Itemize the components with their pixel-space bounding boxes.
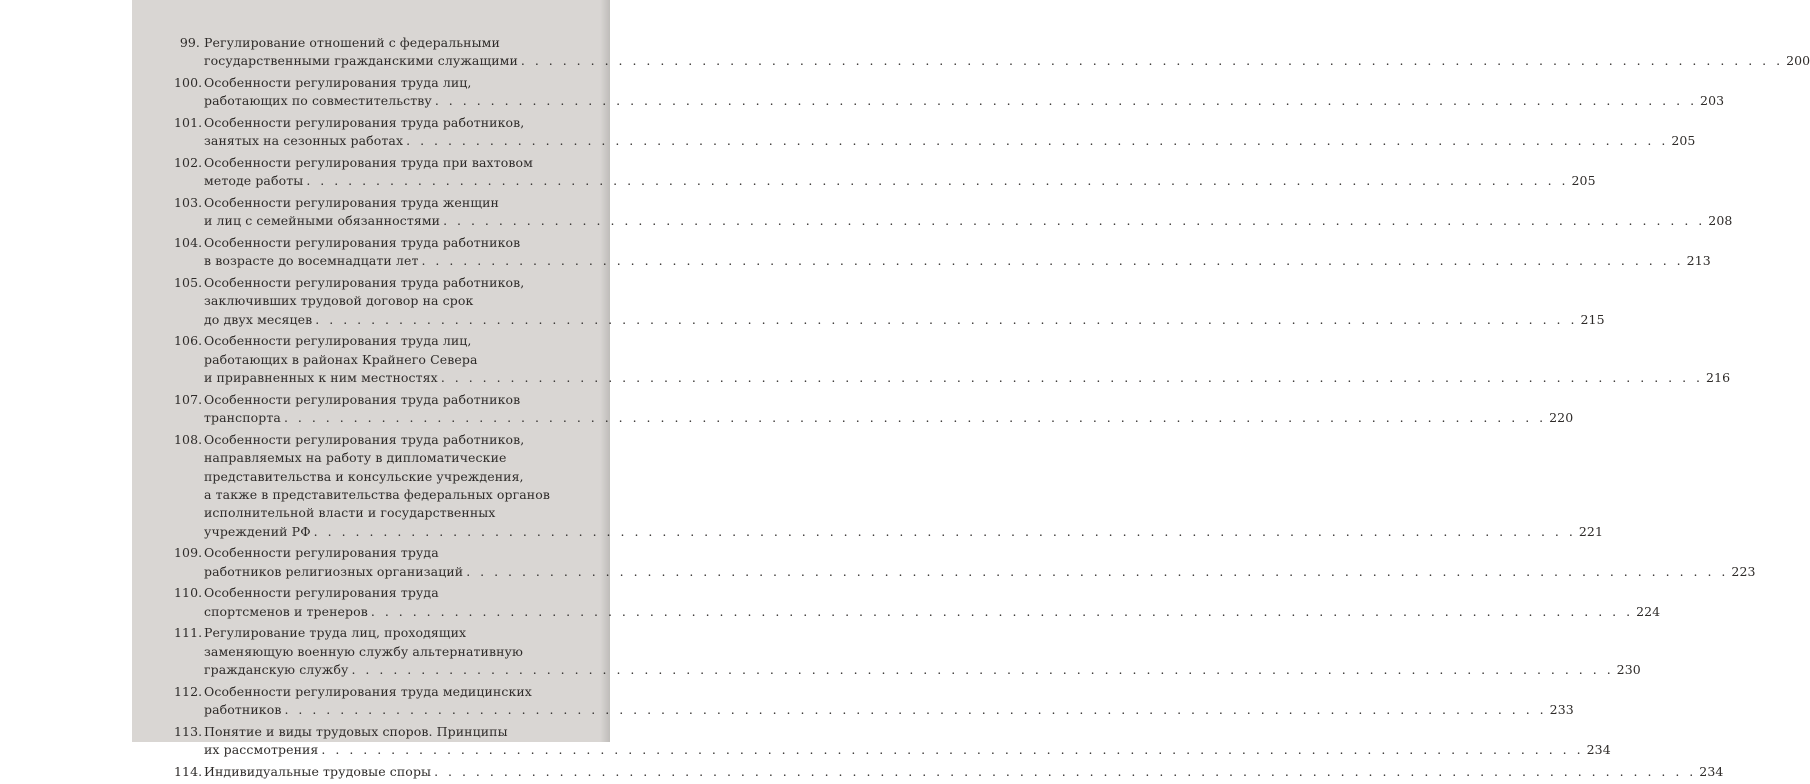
- toc-entry-page-number: 233: [1549, 702, 1574, 718]
- toc-entry-title-line: в возрасте до восемнадцати лет: [204, 253, 419, 269]
- toc-entry-number: 113.: [174, 723, 203, 739]
- dot-leader: [435, 92, 1697, 110]
- toc-entry-title-line: Индивидуальные трудовые споры: [204, 763, 432, 779]
- toc-entry-title-line: их рассмотрения: [204, 742, 319, 758]
- toc-entry-last-line: [204, 172, 1596, 190]
- toc-entry-page-number: 234: [1699, 763, 1724, 779]
- toc-entry-number: 101.: [174, 115, 203, 130]
- toc-entry-title-line: работников: [204, 702, 282, 718]
- toc-entry-number: 108.: [174, 431, 203, 447]
- toc-entry-title-line: государственными гражданскими служащими: [204, 53, 518, 69]
- dot-leader: [306, 172, 1568, 190]
- toc-entry-number: 106.: [174, 333, 203, 349]
- toc-entry-title-line: Регулирование отношений с федеральными: [204, 35, 500, 50]
- toc-entry-title-line: направляемых на работу в дипломатические: [204, 450, 507, 466]
- toc-entry-last-line: [204, 701, 1574, 719]
- toc-entry-page-number: 223: [1731, 563, 1756, 579]
- toc-entry-title-line: спортсменов и тренеров: [204, 603, 368, 619]
- toc-entry-page-number: 203: [1700, 93, 1725, 109]
- dot-leader: [466, 563, 1728, 581]
- toc-entry-last-line: [204, 763, 1724, 781]
- dot-leader: [421, 252, 1683, 270]
- dot-leader: [441, 369, 1703, 387]
- table-of-contents: [174, 34, 1810, 784]
- dot-leader: [351, 661, 1613, 679]
- toc-entry-last-line: [204, 52, 1810, 70]
- toc-entry: [179, 34, 1810, 71]
- toc-entry: [174, 74, 1725, 111]
- toc-entry-title-line: работающих по совместительству: [204, 93, 432, 109]
- toc-entry-title-line: Особенности регулирования труда работников: [204, 235, 521, 250]
- toc-entry-last-line: [204, 523, 1604, 541]
- toc-entry-page-number: 215: [1580, 311, 1605, 327]
- toc-entry-number: 112.: [174, 683, 203, 699]
- toc-entry-title-line: заключивших трудовой договор на срок: [204, 293, 474, 309]
- dot-leader: [406, 132, 1668, 150]
- toc-entry-page-number: 220: [1549, 410, 1574, 426]
- toc-entry-title-line: а также в представительства федеральных органов: [204, 487, 550, 503]
- toc-entry-number: 111.: [174, 625, 203, 641]
- toc-entry-last-line: [204, 563, 1756, 581]
- toc-entry: [174, 544, 1756, 581]
- dot-leader: [434, 763, 1696, 781]
- toc-entry-page-number: 230: [1616, 662, 1641, 678]
- toc-entry-title-line: Понятие и виды трудовых споров. Принципы: [204, 723, 508, 739]
- dot-leader: [284, 409, 1546, 427]
- toc-entry-page-number: 234: [1586, 742, 1611, 758]
- toc-entry-page-number: 205: [1671, 133, 1696, 149]
- toc-entry-title-line: работников религиозных организаций: [204, 563, 464, 579]
- toc-entry-page-number: 200: [1786, 53, 1810, 69]
- toc-entry-title-line: Особенности регулирования труда при вахтовом: [204, 155, 533, 170]
- toc-entry-page-number: 213: [1686, 253, 1711, 269]
- toc-entry: [174, 431, 1604, 541]
- toc-entry: [174, 154, 1596, 191]
- toc-entry-title-line: Особенности регулирования труда: [204, 545, 439, 561]
- toc-entry-title-line: и лиц с семейными обязанностями: [204, 213, 441, 229]
- toc-entry-last-line: [204, 661, 1641, 679]
- toc-entry: [174, 234, 1711, 271]
- toc-entry-page-number: 224: [1636, 603, 1661, 619]
- dot-leader: [371, 603, 1633, 621]
- toc-entry-number: 104.: [174, 235, 203, 250]
- dot-leader: [443, 212, 1705, 230]
- toc-entry-last-line: [204, 92, 1725, 110]
- toc-entry-title-line: транспорта: [204, 410, 281, 426]
- dot-leader: [284, 701, 1546, 719]
- toc-entry-last-line: [204, 132, 1696, 150]
- toc-entry-last-line: [204, 212, 1733, 230]
- toc-entry-title-line: учреждений РФ: [204, 523, 311, 539]
- dot-leader: [521, 52, 1783, 70]
- toc-entry-number: 109.: [174, 545, 203, 561]
- dot-leader: [314, 523, 1576, 541]
- toc-entry: [174, 683, 1574, 720]
- toc-entry-number: 102.: [174, 155, 203, 170]
- toc-entry-number: 99.: [179, 35, 200, 50]
- toc-entry-number: 103.: [174, 195, 203, 210]
- toc-entry-page-number: 205: [1571, 173, 1596, 189]
- toc-entry-title-line: Особенности регулирования труда работников,: [204, 115, 525, 130]
- toc-entry-title-line: представительства и консульские учреждения,: [204, 468, 524, 484]
- toc-entry-number: 105.: [174, 275, 203, 290]
- toc-entry-number: 100.: [174, 75, 203, 90]
- toc-entry-number: 107.: [174, 391, 203, 407]
- book-page: [132, 0, 1810, 779]
- toc-entry-title-line: и приравненных к ним местностях: [204, 370, 438, 386]
- toc-entry-title-line: работающих в районах Крайнего Севера: [204, 351, 478, 367]
- toc-entry-last-line: [204, 252, 1711, 270]
- toc-entry-last-line: [204, 369, 1731, 387]
- toc-entry-title-line: до двух месяцев: [204, 311, 313, 327]
- toc-entry-page-number: 208: [1708, 213, 1733, 229]
- toc-entry-last-line: [204, 409, 1574, 427]
- dot-leader: [315, 311, 1577, 329]
- toc-entry: [174, 391, 1574, 428]
- toc-entry: [174, 332, 1731, 387]
- toc-entry-last-line: [204, 603, 1661, 621]
- toc-entry-number: 114.: [174, 763, 203, 779]
- dot-leader: [321, 741, 1583, 759]
- toc-entry: [174, 274, 1605, 329]
- toc-entry-title-line: заменяющую военную службу альтернативную: [204, 643, 523, 659]
- toc-entry: [174, 723, 1611, 760]
- toc-entry-page-number: 216: [1706, 370, 1731, 386]
- toc-entry-title-line: Особенности регулирования труда лиц,: [204, 75, 472, 90]
- toc-entry-title-line: Регулирование труда лиц, проходящих: [204, 625, 467, 641]
- toc-entry-title-line: исполнительной власти и государственных: [204, 505, 496, 521]
- toc-entry-title-line: Особенности регулирования труда женщин: [204, 195, 499, 210]
- toc-entry-number: 110.: [174, 585, 203, 601]
- toc-entry: [174, 624, 1641, 679]
- toc-entry: [174, 584, 1661, 621]
- toc-entry: [174, 763, 1724, 781]
- toc-entry-last-line: [204, 311, 1605, 329]
- toc-entry: [174, 194, 1733, 231]
- toc-entry-title-line: Особенности регулирования труда медицинских: [204, 683, 532, 699]
- toc-entry-title-line: Особенности регулирования труда: [204, 585, 439, 601]
- toc-entry-title-line: гражданскую службу: [204, 662, 349, 678]
- toc-entry-page-number: 221: [1578, 523, 1604, 539]
- toc-entry: [174, 114, 1696, 151]
- toc-entry-title-line: Особенности регулирования труда лиц,: [204, 333, 472, 349]
- toc-entry-title-line: Особенности регулирования труда работников,: [204, 275, 525, 290]
- toc-entry-title-line: методе работы: [204, 173, 304, 189]
- toc-entry-title-line: занятых на сезонных работах: [204, 133, 404, 149]
- toc-entry-last-line: [204, 741, 1611, 759]
- toc-entry-title-line: Особенности регулирования труда работников: [204, 391, 521, 407]
- toc-entry-title-line: Особенности регулирования труда работников,: [204, 431, 525, 447]
